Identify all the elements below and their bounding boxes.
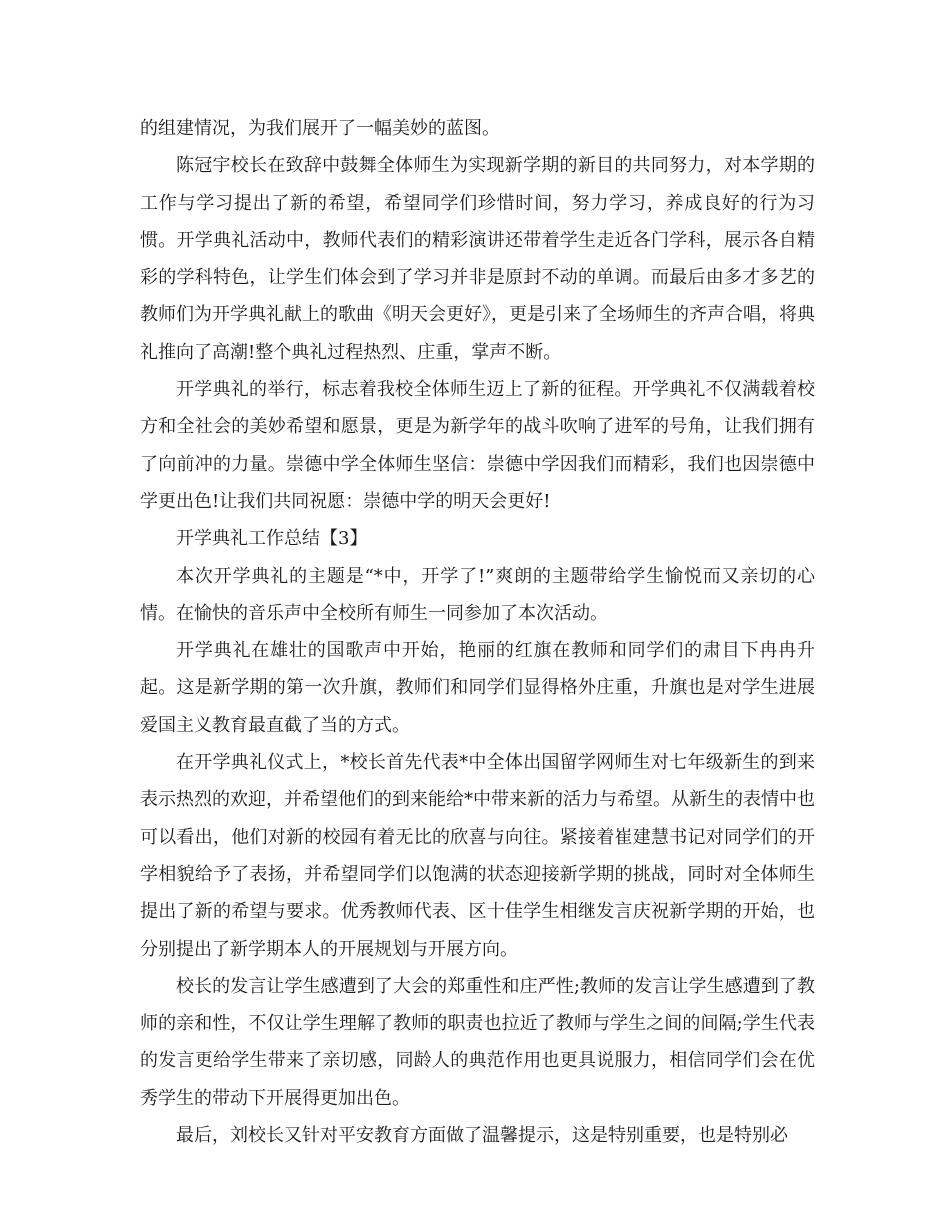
paragraph-7: 校长的发言让学生感遭到了大会的郑重性和庄严性;教师的发言让学生感遭到了教师的亲和性，不仅让学生理解了教师的职责也拉近了教师与学生之间的间隔;学生代表的发言更给学生带来了亲切感，同龄人的典范作用也更具说服力，相信同学们会在优秀学生的带动下开展得更加出色。 <box>140 975 815 1109</box>
section-heading: 开学典礼工作总结【3】 <box>176 528 368 550</box>
paragraph-1: 的组建情况，为我们展开了一幅美妙的蓝图。 <box>140 118 500 139</box>
paragraph-2: 陈冠宇校长在致辞中鼓舞全体师生为实现新学期的新目的共同努力，对本学期的工作与学习提出了新的希望，希望同学们珍惜时间，努力学习，养成良好的行为习惯。开学典礼活动中，教师代表们的精彩演讲还带着学生走近各门学科，展示各自精彩的学科特色，让学生们体会到了学习并非是原封不动的单调。而最后由多才多艺的教师们为开学典礼献上的歌曲《明天会更好》，更是引来了全场师生的齐声合唱，将典礼推向了高潮!整个典礼过程热烈、庄重，掌声不断。 <box>140 155 815 363</box>
document-page <box>140 110 815 1154</box>
paragraph-5: 开学典礼在雄壮的国歌声中开始，艳丽的红旗在教师和同学们的肃目下冉冉升起。这是新学期的第一次升旗，教师们和同学们显得格外庄重，升旗也是对学生进展爱国主义教育最直截了当的方式。 <box>140 640 815 736</box>
paragraph-3: 开学典礼的举行，标志着我校全体师生迈上了新的征程。开学典礼不仅满载着校方和全社会的美妙希望和愿景，更是为新学年的战斗吹响了进军的号角，让我们拥有了向前冲的力量。崇德中学全体师生坚信：崇德中学因我们而精彩，我们也因崇德中学更出色!让我们共同祝愿：崇德中学的明天会更好! <box>140 379 815 512</box>
paragraph-4: 本次开学典礼的主题是“*中，开学了!”爽朗的主题带给学生愉悦而又亲切的心情。在愉快的音乐声中全校所有师生一同参加了本次活动。 <box>140 565 815 624</box>
paragraph-8: 最后，刘校长又针对平安教育方面做了温馨提示，这是特别重要，也是特别必 <box>176 1125 788 1147</box>
paragraph-6: 在开学典礼仪式上，*校长首先代表*中全体出国留学网师生对七年级新生的到来表示热烈的欢迎，并希望他们的到来能给*中带来新的活力与希望。从新生的表情中也可以看出，他们对新的校园有着无比的欣喜与向往。紧接着崔建慧书记对同学们的开学相貌给予了表扬，并希望同学们以饱满的状态迎接新学期的挑战，同时对全体师生提出了新的希望与要求。优秀教师代表、区十佳学生相继发言庆祝新学期的开始，也分别提出了新学期本人的开展规划与开展方向。 <box>140 752 815 960</box>
